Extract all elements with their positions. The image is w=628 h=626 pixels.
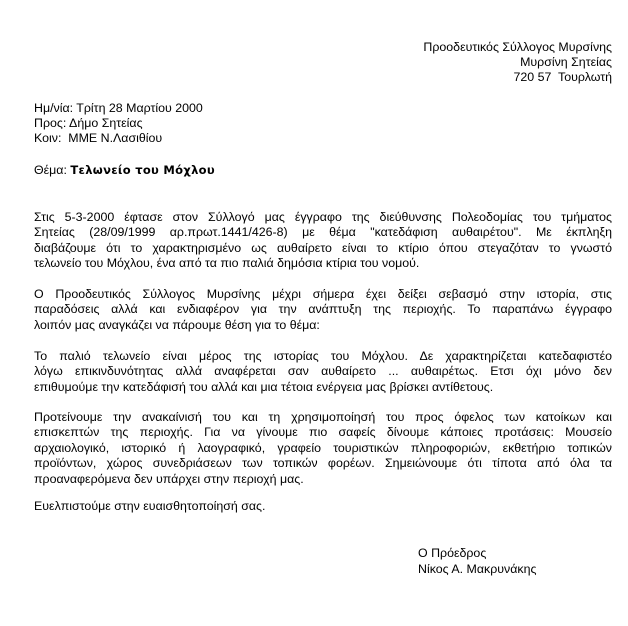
letter-subject [34, 163, 215, 178]
paragraph-line: Προτείνουμε την ανακαίνισή του και τη χρησιμοποίησή του προς όφελος των κατοίκων και [34, 410, 612, 424]
paragraph-line: λόγω επικινδυνότητας αλλά αναφέρεται σαν αυθαίρετο ... αυθαιρέτως. Ετσι όχι μόνο δεν [34, 364, 612, 379]
subject-title: Τελωνείο του Μόχλου [70, 163, 215, 177]
paragraph-line: διαβάζουμε ότι το χαρακτηρισμένο ως αυθαίρετο είναι το κτίριο όπου στεγαζόταν το γνωστό [34, 240, 612, 255]
paragraph-4 [34, 410, 612, 487]
letter-date: Ημ/νία: Τρίτη 28 Μαρτίου 2000 [34, 101, 203, 115]
subject-label: Θέμα: [34, 163, 71, 177]
paragraph-line: τελωνείο του Μόχλου, ένα από τα πιο παλιά δημόσια κτίρια του νομού. [34, 256, 420, 271]
signature-title: Ο Πρόεδρος [418, 546, 487, 560]
paragraph-line: αρχαιολογικό, ιστορικό ή λαογραφικό, γραφείο τουριστικών πληροφοριών, εκθετήριο τοπικών [34, 440, 612, 455]
paragraph-line: προαναφερόμενα δεν υπάρχει στην περιοχή μας. [34, 471, 304, 486]
signature-block [418, 546, 536, 577]
paragraph-line: Στις 5-3-2000 έφτασε στον Σύλλογό μας έγγραφο της διεύθυνσης Πολεοδομίας του τμήματος [34, 210, 612, 224]
paragraph-3 [34, 349, 612, 395]
paragraph-line: Ο Προοδευτικός Σύλλογος Μυρσίνης μέχρι σήμερα έχει δείξει σεβασμό στην ιστορία, στις [34, 287, 612, 301]
sender-address [423, 40, 612, 85]
paragraph-line: επιθυμούμε την κατεδάφισή του αλλά και μια τέτοια ενέργεια μας βρίσκει αντίθετους. [34, 379, 494, 394]
paragraph-line: προϊόντων, χώρος συνεδριάσεων των τοπικών φορέων. Σημειώνουμε ότι τίποτα από όλα τα [34, 456, 612, 471]
paragraph-line: Ευελπιστούμε στην ευαισθητοποίησή σας. [34, 499, 266, 513]
paragraph-line: παραδόσεις αλλά και ενδιαφέρον για την ανάπτυξη της περιοχής. Το παραπάνω έγγραφο [34, 302, 612, 317]
paragraph-2 [34, 287, 612, 333]
sender-organization: Προοδευτικός Σύλλογος Μυρσίνης [423, 40, 612, 54]
paragraph-line: επισκεπτών της περιοχής. Για να γίνουμε πιο σαφείς δίνουμε κάποιες προτάσεις: Μουσείο [34, 425, 612, 440]
paragraph-line: Το παλιό τελωνείο είναι μέρος της ιστορίας του Μόχλου. Δε χαρακτηρίζεται κατεδαφιστέο [34, 349, 612, 363]
paragraph-line: Σητείας (28/09/1999 αρ.πρωτ.1441/426-8) με θέμα "κατεδάφιση αυθαιρέτου". Με έκπληξη [34, 225, 612, 240]
paragraph-closing [34, 499, 612, 514]
letter-recipient: Προς: Δήμο Σητείας [34, 116, 143, 130]
sender-location: Μυρσίνη Σητείας [520, 55, 612, 69]
letter-cc: Κοιν: ΜΜΕ Ν.Λασιθίου [34, 131, 163, 145]
paragraph-line: λοιπόν μας αναγκάζει να πάρουμε θέση για το θέμα: [34, 317, 320, 332]
sender-postal: 720 57 Τουρλωτή [513, 70, 612, 84]
signature-name: Νίκος Α. Μακρυνάκης [418, 561, 537, 576]
paragraph-1 [34, 210, 612, 272]
letter-meta [34, 101, 203, 146]
